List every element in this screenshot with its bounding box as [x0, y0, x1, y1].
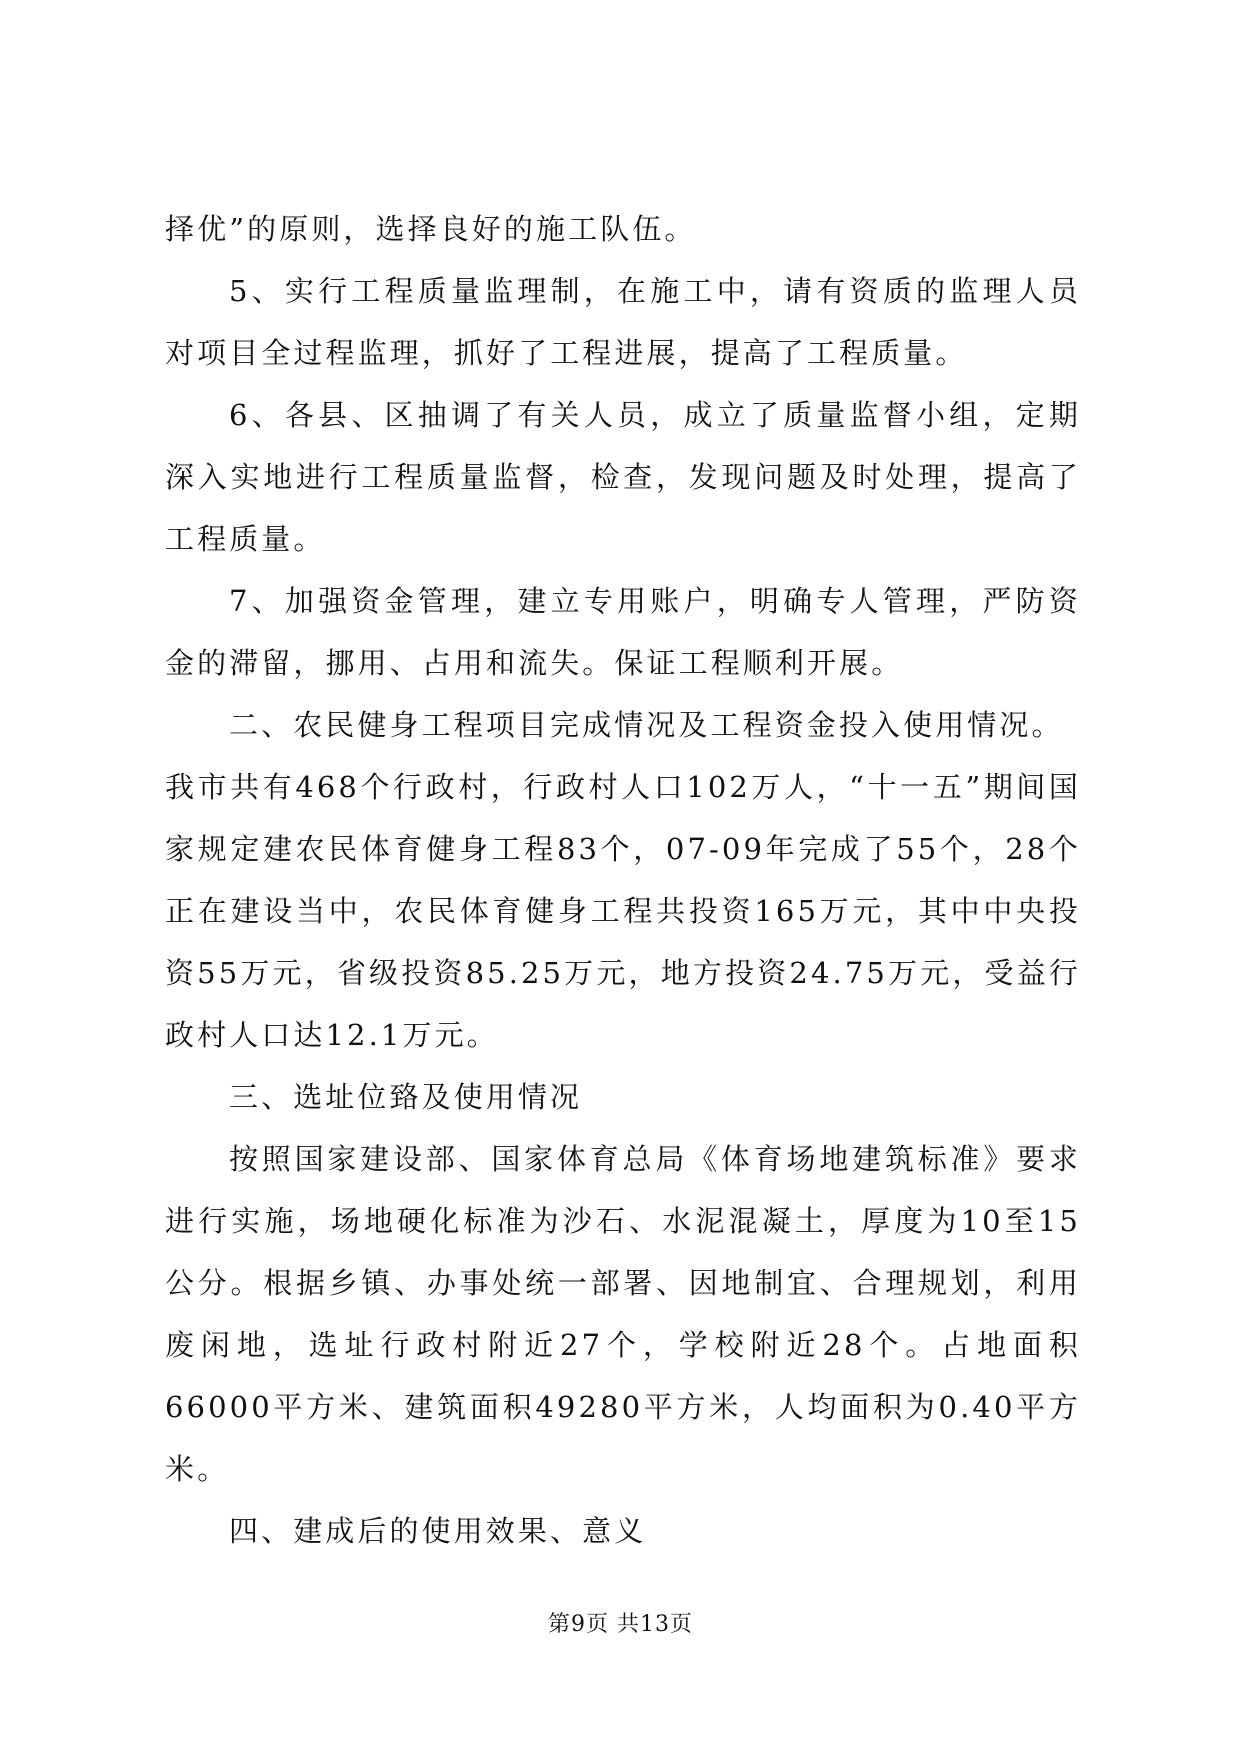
paragraph-item-6: 6、各县、区抽调了有关人员，成立了质量监督小组，定期深入实地进行工程质量监督，检查，发现问题及时处理，提高了工程质量。 — [165, 398, 1081, 556]
paragraph-continued: 择优”的原则，选择良好的施工队伍。 — [165, 212, 697, 246]
paragraph-item-5: 5、实行工程质量监理制，在施工中，请有资质的监理人员对项目全过程监理，抓好了工程进展，提高了工程质量。 — [165, 274, 1081, 370]
document-body — [165, 198, 1081, 1562]
paragraph-statistics: 我市共有468个行政村，行政村人口102万人，“十一五”期间国家规定建农民体育健身工程83个，07-09年完成了55个，28个正在建设当中，农民体育健身工程共投资165万元，其中中央投资55万元，省级投资85.25万元，地方投资24.75万元，受益行政村人口达12.1万元。 — [165, 770, 1081, 1052]
page-number-footer: 第9页 共13页 — [548, 1612, 693, 1637]
paragraph-item-7: 7、加强资金管理，建立专用账户，明确专人管理，严防资金的滞留，挪用、占用和流失。保证工程顺利开展。 — [165, 584, 1081, 680]
section-heading-2: 二、农民健身工程项目完成情况及工程资金投入使用情况。 — [229, 708, 1064, 742]
section-heading-3: 三、选址位臵及使用情况 — [229, 1080, 583, 1114]
paragraph-site-selection: 按照国家建设部、国家体育总局《体育场地建筑标准》要求进行实施，场地硬化标准为沙石、水泥混凝土，厚度为10至15公分。根据乡镇、办事处统一部署、因地制宜、合理规划，利用废闲地，选址行政村附近27个，学校附近28个。占地面积66000平方米、建筑面积49280平方米，人均面积为0.40平方米。 — [165, 1142, 1081, 1486]
section-heading-4: 四、建成后的使用效果、意义 — [229, 1514, 647, 1548]
